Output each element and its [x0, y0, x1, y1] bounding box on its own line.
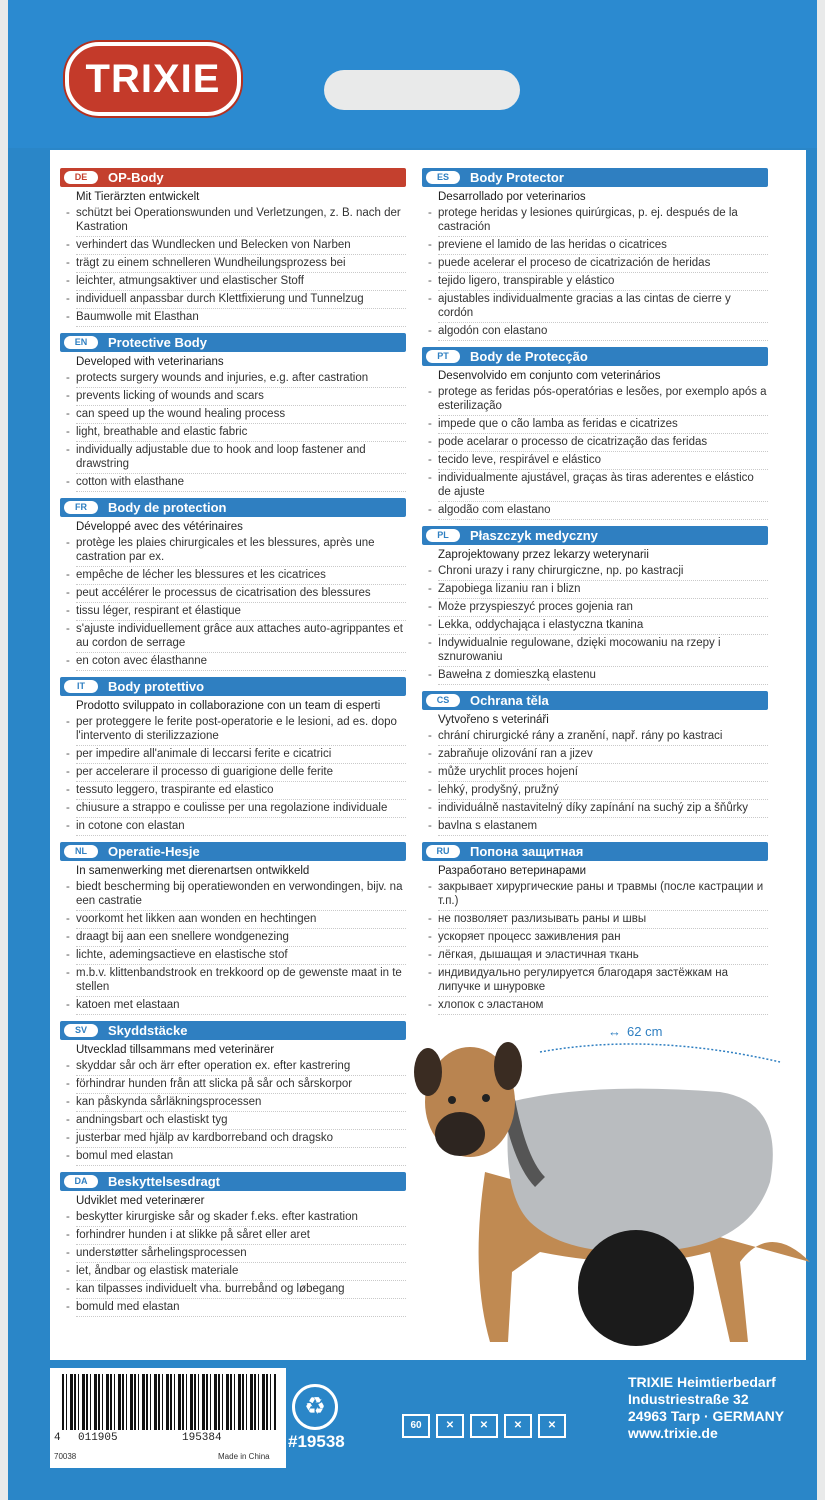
- list-item: - индивидуально регулируется благодаря застёжкам на липучке и шнуровке: [438, 965, 768, 997]
- list-item: - trägt zu einem schnelleren Wundheilungsprozess bei: [76, 255, 406, 273]
- list-item: - in cotone con elastan: [76, 818, 406, 836]
- language-code: RU: [426, 845, 460, 858]
- list-item: - per accelerare il processo di guarigione delle ferite: [76, 764, 406, 782]
- section-title: Body Protector: [470, 170, 564, 185]
- list-item: - s'ajuste individuellement grâce aux attaches auto-agrippantes et au cordon de serrage: [76, 621, 406, 653]
- section-intro: Utvecklad tillsammans med veterinärer: [76, 1044, 275, 1056]
- feature-list: [60, 1058, 406, 1166]
- list-item: - förhindrar hunden från att slicka på sår och sårskorpor: [76, 1076, 406, 1094]
- section-title: Попона защитная: [470, 844, 584, 859]
- list-item: - kan tilpasses individuelt vha. burrebånd og løbegang: [76, 1281, 406, 1299]
- section-pl: [422, 526, 768, 685]
- section-title: Ochrana těla: [470, 693, 549, 708]
- feature-list: [422, 205, 768, 341]
- section-es: [422, 168, 768, 341]
- section-header: [422, 347, 768, 366]
- list-item: - protege as feridas pós-operatórias e lesões, por exemplo após a esterilização: [438, 384, 768, 416]
- section-en: [60, 333, 406, 492]
- list-item: - previene el lamido de las heridas o cicatrices: [438, 237, 768, 255]
- list-item: - individuell anpassbar durch Klettfixierung und Tunnelzug: [76, 291, 406, 309]
- item-number: #19538: [288, 1432, 345, 1451]
- made-in: Made in China: [218, 1452, 270, 1461]
- list-item: - tejido ligero, transpirable y elástico: [438, 273, 768, 291]
- list-item: - justerbar med hjälp av kardborreband och dragsko: [76, 1130, 406, 1148]
- feature-list: [422, 879, 768, 1015]
- section-intro: Prodotto sviluppato in collaborazione con un team di esperti: [76, 700, 381, 712]
- list-item: - ajustables individualmente gracias a las cintas de cierre y cordón: [438, 291, 768, 323]
- feature-list: [422, 728, 768, 836]
- section-title: Protective Body: [108, 335, 207, 350]
- feature-list: [60, 1209, 406, 1317]
- list-item: - bomul med elastan: [76, 1148, 406, 1166]
- company-street: Industriestraße 32: [628, 1391, 749, 1407]
- list-item: - Może przyspieszyć proces gojenia ran: [438, 599, 768, 617]
- section-title: Body de protection: [108, 500, 227, 515]
- language-code: SV: [64, 1024, 98, 1037]
- section-intro: Zaprojektowany przez lekarzy weterynarii: [438, 549, 649, 561]
- recycle-icon: ♻: [292, 1384, 338, 1430]
- footer: [50, 1368, 806, 1468]
- section-header: [60, 168, 406, 187]
- list-item: - lichte, ademingsactieve en elastische stof: [76, 947, 406, 965]
- list-item: - puede acelerar el proceso de cicatrización de heridas: [438, 255, 768, 273]
- list-item: - Zapobiega lizaniu ran i blizn: [438, 581, 768, 599]
- section-it: [60, 677, 406, 836]
- section-title: Skyddstäcke: [108, 1023, 188, 1038]
- section-intro: Developed with veterinarians: [76, 356, 224, 368]
- language-code: IT: [64, 680, 98, 693]
- company-city: 24963 Tarp · GERMANY: [628, 1408, 785, 1424]
- section-header: [60, 842, 406, 861]
- feature-list: [60, 535, 406, 671]
- section-intro: Udviklet med veterinærer: [76, 1195, 205, 1207]
- list-item: - empêche de lécher les blessures et les cicatrices: [76, 567, 406, 585]
- list-item: - per proteggere le ferite post-operatorie e le lesioni, ad es. dopo l'intervento di sterilizzazione: [76, 714, 406, 746]
- list-item: - biedt bescherming bij operatiewonden en verwondingen, bijv. na een castratie: [76, 879, 406, 911]
- list-item: - Indywidualnie regulowane, dzięki mocowaniu na rzepy i sznurowaniu: [438, 635, 768, 667]
- list-item: - beskytter kirurgiske sår og skader f.eks. efter kastration: [76, 1209, 406, 1227]
- list-item: - impede que o cão lamba as feridas e cicatrizes: [438, 416, 768, 434]
- list-item: - tissu léger, respirant et élastique: [76, 603, 406, 621]
- list-item: - light, breathable and elastic fabric: [76, 424, 406, 442]
- language-code: CS: [426, 694, 460, 707]
- no-iron-icon: ✕: [504, 1414, 532, 1438]
- language-code: PL: [426, 529, 460, 542]
- section-intro: Mit Tierärzten entwickelt: [76, 191, 200, 203]
- section-title: Body de Protecção: [470, 349, 588, 364]
- section-de: [60, 168, 406, 327]
- list-item: - bomuld med elastan: [76, 1299, 406, 1317]
- list-item: - individualmente ajustável, graças às tiras aderentes e elástico de ajuste: [438, 470, 768, 502]
- list-item: - verhindert das Wundlecken und Belecken von Narben: [76, 237, 406, 255]
- company-name: TRIXIE Heimtierbedarf: [628, 1374, 776, 1390]
- list-item: - tecido leve, respirável e elástico: [438, 452, 768, 470]
- section-intro: Desarrollado por veterinarios: [438, 191, 586, 203]
- list-item: - лёгкая, дышащая и эластичная ткань: [438, 947, 768, 965]
- packaging-card: [8, 0, 817, 1500]
- list-item: - algodón con elastano: [438, 323, 768, 341]
- barcode: [50, 1368, 286, 1468]
- section-intro: Разработано ветеринарами: [438, 865, 587, 877]
- list-item: - protege heridas y lesiones quirúrgicas, p. ej. después de la castración: [438, 205, 768, 237]
- section-intro: Desenvolvido em conjunto com veterinários: [438, 370, 661, 382]
- language-code: FR: [64, 501, 98, 514]
- fabric-sample: [578, 1230, 694, 1346]
- company-url: www.trixie.de: [628, 1425, 718, 1441]
- section-title: Płaszczyk medyczny: [470, 528, 598, 543]
- section-title: Beskyttelsesdragt: [108, 1174, 220, 1189]
- list-item: - může urychlit proces hojení: [438, 764, 768, 782]
- section-nl: [60, 842, 406, 1015]
- list-item: - let, åndbar og elastisk materiale: [76, 1263, 406, 1281]
- measure-arrow-icon: ↔: [608, 1024, 621, 1039]
- list-item: - individually adjustable due to hook and loop fastener and drawstring: [76, 442, 406, 474]
- measure-value: 62 cm: [627, 1024, 663, 1039]
- trixie-logo: TRIXIE: [65, 42, 241, 116]
- barcode-digit-3: 195384: [182, 1432, 222, 1444]
- list-item: - хлопок с эластаном: [438, 997, 768, 1015]
- wash-icon: 60: [402, 1414, 430, 1438]
- list-item: - leichter, atmungsaktiver und elastischer Stoff: [76, 273, 406, 291]
- header-band: [8, 0, 817, 148]
- list-item: - algodão com elastano: [438, 502, 768, 520]
- list-item: - Bawełna z domieszką elastenu: [438, 667, 768, 685]
- list-item: - chrání chirurgické rány a zranění, např. rány po kastraci: [438, 728, 768, 746]
- list-item: - ускоряет процесс заживления ран: [438, 929, 768, 947]
- language-code: PT: [426, 350, 460, 363]
- dog-photo: [390, 1022, 810, 1352]
- list-item: - protects surgery wounds and injuries, e.g. after castration: [76, 370, 406, 388]
- no-dry-clean-icon: ✕: [538, 1414, 566, 1438]
- list-item: - schützt bei Operationswunden und Verletzungen, z. B. nach der Kastration: [76, 205, 406, 237]
- feature-list: [422, 563, 768, 685]
- barcode-digit-2: 011905: [78, 1432, 118, 1444]
- list-item: - закрывает хирургические раны и травмы (после кастрации и т.п.): [438, 879, 768, 911]
- section-header: [422, 842, 768, 861]
- feature-list: [60, 714, 406, 836]
- list-item: - forhindrer hunden i at slikke på såret eller aret: [76, 1227, 406, 1245]
- list-item: - kan påskynda sårläkningsprocessen: [76, 1094, 406, 1112]
- feature-list: [422, 384, 768, 520]
- section-header: [422, 526, 768, 545]
- section-fr: [60, 498, 406, 671]
- feature-list: [60, 205, 406, 327]
- barcode-code: 70038: [54, 1452, 77, 1461]
- language-code: ES: [426, 171, 460, 184]
- company-address: [628, 1374, 784, 1442]
- no-tumble-dry-icon: ✕: [470, 1414, 498, 1438]
- list-item: - individuálně nastavitelný díky zapínání na suchý zip a šňůrky: [438, 800, 768, 818]
- list-item: - cotton with elasthane: [76, 474, 406, 492]
- barcode-bars: [62, 1374, 276, 1430]
- list-item: - understøtter sårhelingsprocessen: [76, 1245, 406, 1263]
- section-title: Body protettivo: [108, 679, 205, 694]
- list-item: - m.b.v. klittenbandstrook en trekkoord op de gewenste maat in te stellen: [76, 965, 406, 997]
- list-item: - prevents licking of wounds and scars: [76, 388, 406, 406]
- list-item: - Chroni urazy i rany chirurgiczne, np. po kastracji: [438, 563, 768, 581]
- section-header: [422, 168, 768, 187]
- list-item: - draagt bij aan een snellere wondgenezing: [76, 929, 406, 947]
- section-cs: [422, 691, 768, 836]
- section-header: [422, 691, 768, 710]
- section-intro: Développé avec des vétérinaires: [76, 521, 243, 533]
- section-ru: [422, 842, 768, 1015]
- list-item: - peut accélérer le processus de cicatrisation des blessures: [76, 585, 406, 603]
- list-item: - pode acelarar o processo de cicatrização das feridas: [438, 434, 768, 452]
- section-header: [60, 677, 406, 696]
- list-item: - tessuto leggero, traspirante ed elastico: [76, 782, 406, 800]
- section-header: [60, 1021, 406, 1040]
- list-item: - skyddar sår och ärr efter operation ex. efter kastrering: [76, 1058, 406, 1076]
- language-code: EN: [64, 336, 98, 349]
- list-item: - en coton avec élasthanne: [76, 653, 406, 671]
- text-panel: [50, 150, 806, 1360]
- list-item: - Baumwolle mit Elasthan: [76, 309, 406, 327]
- section-header: [60, 333, 406, 352]
- section-title: OP-Body: [108, 170, 164, 185]
- size-measure: [602, 1024, 662, 1039]
- left-column: [60, 168, 406, 1323]
- section-header: [60, 498, 406, 517]
- section-intro: In samenwerking met dierenartsen ontwikkeld: [76, 865, 310, 877]
- section-pt: [422, 347, 768, 520]
- list-item: - andningsbart och elastiskt tyg: [76, 1112, 406, 1130]
- language-code: NL: [64, 845, 98, 858]
- list-item: - Lekka, oddychająca i elastyczna tkanina: [438, 617, 768, 635]
- hang-hole: [324, 70, 520, 110]
- dog-illustration: [390, 1022, 810, 1352]
- feature-list: [60, 879, 406, 1015]
- language-code: DE: [64, 171, 98, 184]
- no-bleach-icon: ✕: [436, 1414, 464, 1438]
- list-item: - protège les plaies chirurgicales et les blessures, après une castration par ex.: [76, 535, 406, 567]
- list-item: - zabraňuje olizování ran a jizev: [438, 746, 768, 764]
- section-sv: [60, 1021, 406, 1166]
- section-title: Operatie-Hesje: [108, 844, 200, 859]
- right-column: [422, 168, 768, 1021]
- barcode-digit-1: 4: [54, 1432, 61, 1444]
- list-item: - can speed up the wound healing process: [76, 406, 406, 424]
- feature-list: [60, 370, 406, 492]
- list-item: - chiusure a strappo e coulisse per una regolazione individuale: [76, 800, 406, 818]
- care-symbols: [402, 1414, 572, 1444]
- list-item: - katoen met elastaan: [76, 997, 406, 1015]
- section-header: [60, 1172, 406, 1191]
- section-intro: Vytvořeno s veterináři: [438, 714, 549, 726]
- section-da: [60, 1172, 406, 1317]
- list-item: - lehký, prodyšný, pružný: [438, 782, 768, 800]
- list-item: - не позволяет разлизывать раны и швы: [438, 911, 768, 929]
- list-item: - voorkomt het likken aan wonden en hechtingen: [76, 911, 406, 929]
- language-code: DA: [64, 1175, 98, 1188]
- list-item: - per impedire all'animale di leccarsi ferite e cicatrici: [76, 746, 406, 764]
- list-item: - bavlna s elastanem: [438, 818, 768, 836]
